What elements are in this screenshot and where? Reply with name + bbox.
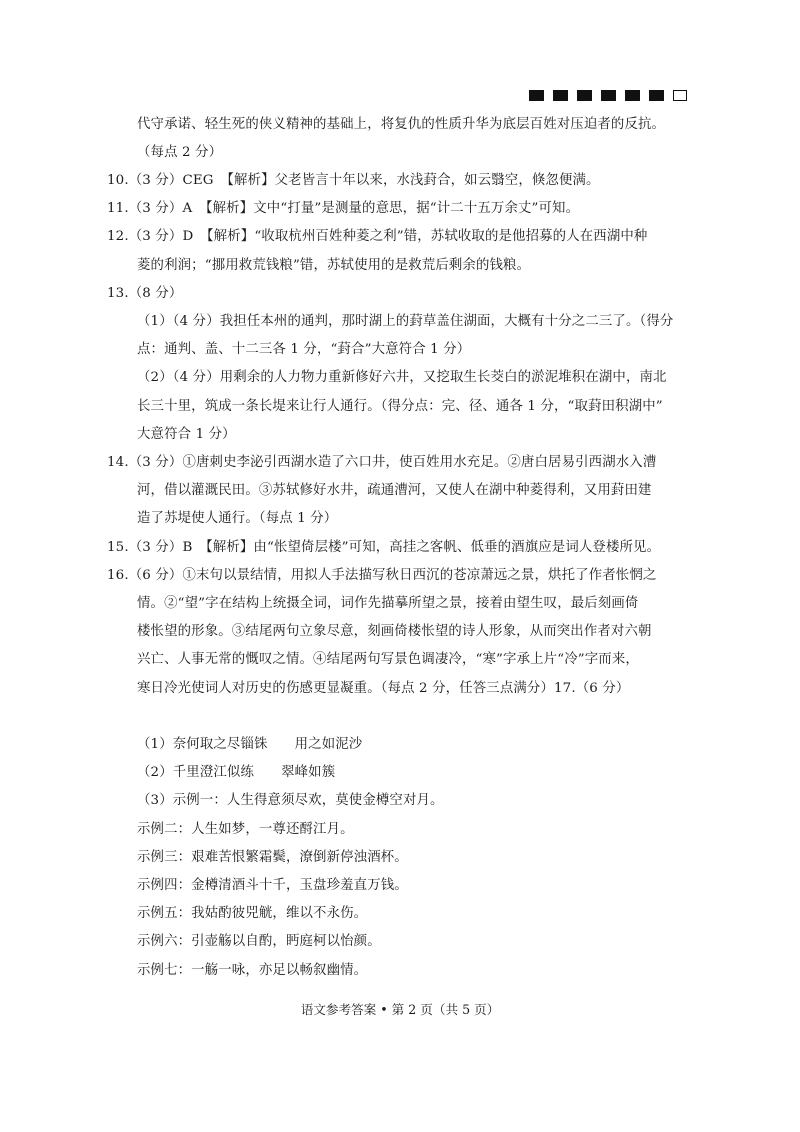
text-line: 楼怅望的形象。③结尾两句立象尽意，刻画倚楼怅望的诗人形象，从而突出作者对六朝 (137, 624, 652, 639)
text-line: （每点 2 分） (137, 145, 223, 160)
filled-square-icon (529, 90, 544, 101)
text-line: 10.（3 分）CEG 【解析】父老皆言十年以来，水浅葑合，如云翳空，倏忽便满。 (107, 173, 600, 188)
text-line: 13.（8 分） (107, 286, 183, 301)
text-line: 15.（3 分）B 【解析】由“怅望倚层楼”可知，高挂之客帆、低垂的酒旗应是词人登楼所见。 (107, 540, 661, 555)
text-line: （1）奈何取之尽锱铢 用之如泥沙 (137, 737, 363, 752)
text-line: 寒日冷光使词人对历史的伤感更显凝重。（每点 2 分，任答三点满分）17.（6 分） (137, 681, 630, 696)
text-line: 示例四：金樽清酒斗十千，玉盘珍羞直万钱。 (137, 878, 408, 893)
filled-square-icon (553, 90, 568, 101)
text-line: 河，借以灌溉民田。③苏轼修好水井，疏通漕河，又使人在湖中种菱得利，又用葑田建 (137, 483, 652, 498)
text-line: 大意符合 1 分） (137, 427, 236, 442)
filled-square-icon (601, 90, 616, 101)
text-line: 点：通判、盖、十二三各 1 分，“葑合”大意符合 1 分） (137, 342, 471, 357)
text-line: 示例七：一觞一咏，亦足以畅叙幽情。 (137, 963, 368, 978)
text-line: 12.（3 分）D 【解析】“收取杭州百姓种菱之利”错，苏轼收取的是他招募的人在西湖中种 (107, 229, 648, 244)
text-line: 示例二：人生如梦，一尊还酹江月。 (137, 822, 354, 837)
text-line: 11.（3 分）A 【解析】文中“打量”是测量的意思，据“计二十五万余丈”可知。 (107, 201, 580, 216)
text-line: 长三十里，筑成一条长堤来让行人通行。（得分点：完、径、通各 1 分，“取葑田积湖中” (137, 399, 663, 414)
text-line: （2）千里澄江似练 翠峰如簇 (137, 765, 336, 780)
text-line: 14.（3 分）①唐刺史李泌引西湖水造了六口井，使百姓用水充足。②唐白居易引西湖水入漕 (107, 455, 657, 470)
text-line: 16.（6 分）①末句以景结情，用拟人手法描写秋日西沉的苍凉萧远之景，烘托了作者怅惘之 (107, 568, 657, 583)
text-line: 示例三：艰难苦恨繁霜鬓，潦倒新停浊酒杯。 (137, 850, 408, 865)
text-line: （3）示例一：人生得意须尽欢，莫使金樽空对月。 (137, 793, 444, 808)
page-footer: 语文参考答案 • 第 2 页（共 5 页） (300, 1002, 500, 1017)
filled-square-icon (649, 90, 664, 101)
text-line: 示例五：我姑酌彼兕觥，维以不永伤。 (137, 906, 368, 921)
text-line: 代守承诺、轻生死的侠义精神的基础上，将复仇的性质升华为底层百姓对压迫者的反抗。 (137, 117, 666, 132)
filled-square-icon (577, 90, 592, 101)
text-line: 菱的利润；“挪用救荒钱粮”错，苏轼使用的是救荒后剩余的钱粮。 (137, 258, 531, 273)
text-line: 示例六：引壶觞以自酌，眄庭柯以怡颜。 (137, 934, 381, 949)
hollow-square-icon (673, 90, 687, 101)
filled-square-icon (625, 90, 640, 101)
text-line: 造了苏堤使人通行。（每点 1 分） (137, 511, 338, 526)
text-line: （2）（4 分）用剩余的人力物力重新修好六井，又挖取生长茭白的淤泥堆积在湖中，南北 (137, 370, 667, 385)
text-line: 兴亡、人事无常的慨叹之情。④结尾两句写景色调凄冷，“寒”字承上片“冷”字而来， (137, 652, 639, 667)
text-line: （1）（4 分）我担任本州的通判，那时湖上的葑草盖住湖面，大概有十分之二三了。（得分 (137, 314, 674, 329)
text-line: 情。②“望”字在结构上统摄全词，词作先描摹所望之景，接着由望生叹，最后刻画倚 (137, 596, 639, 611)
